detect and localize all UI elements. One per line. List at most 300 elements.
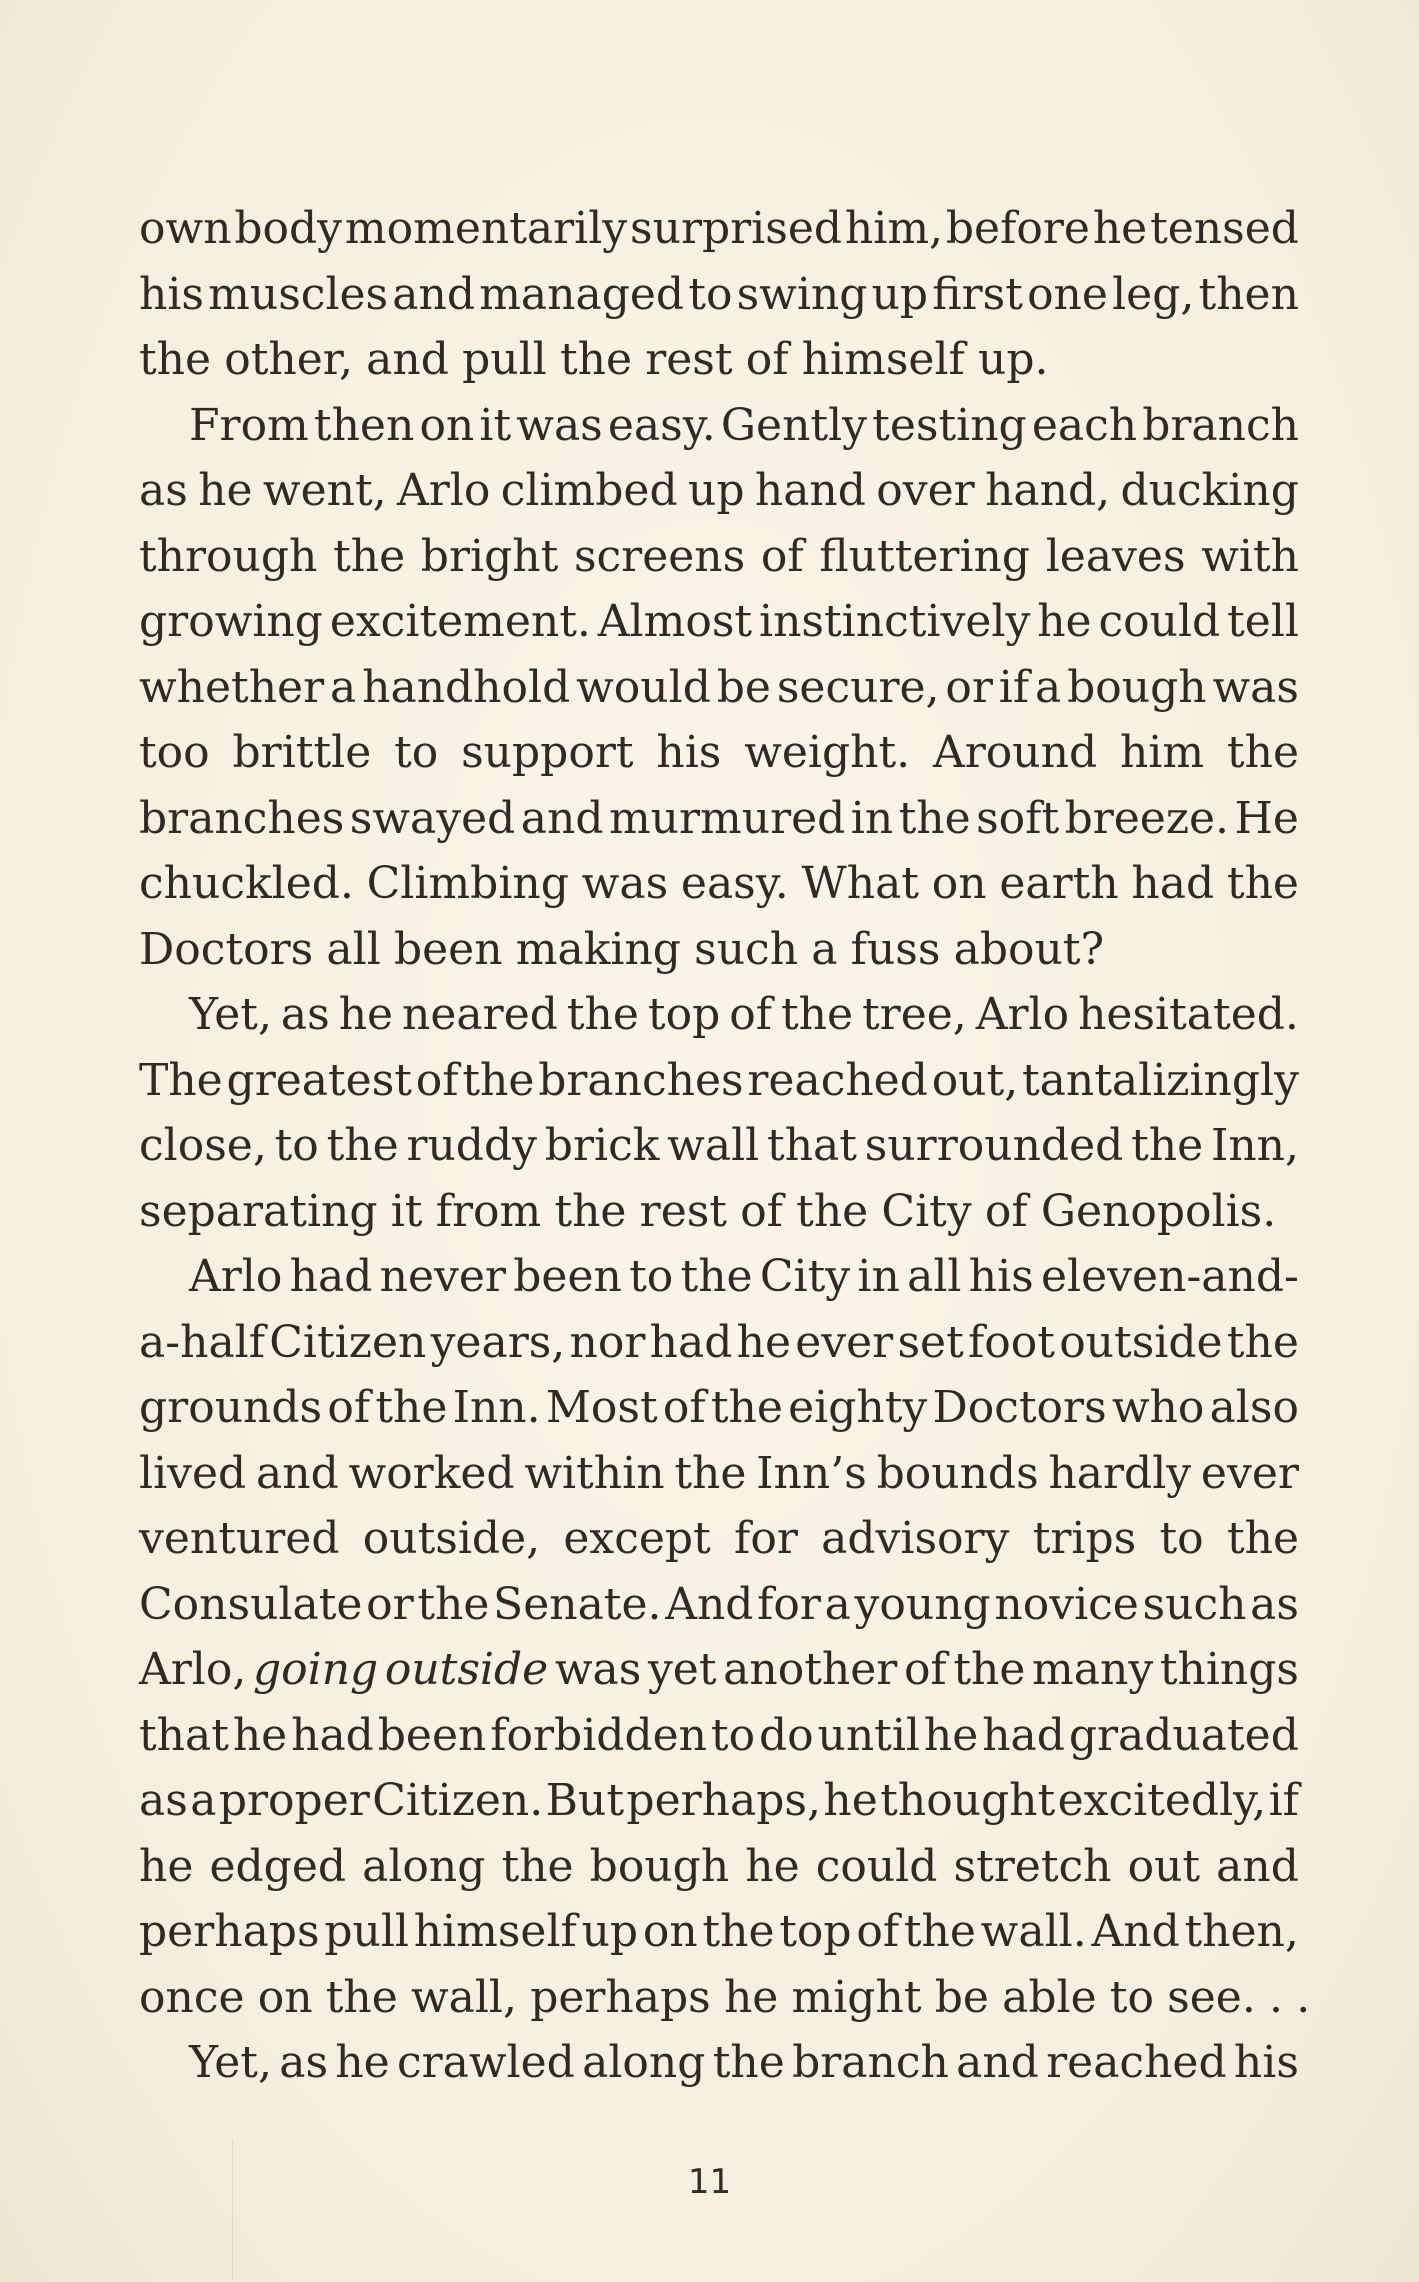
word: But — [545, 1775, 625, 1826]
word: he — [139, 1840, 194, 1892]
word: bough — [589, 1840, 730, 1892]
word: as — [279, 2037, 329, 2088]
word: Arlo, — [139, 1644, 247, 1695]
word: such — [694, 923, 799, 975]
text-line — [139, 655, 1299, 721]
word: momentarily — [344, 203, 628, 254]
word: all — [326, 923, 381, 975]
text-line — [139, 589, 1299, 655]
word: Arlo — [189, 1251, 283, 1302]
word: swing — [736, 268, 868, 320]
word: up — [581, 1906, 639, 1957]
word: murmured — [608, 792, 846, 844]
word: years, — [430, 1316, 566, 1368]
word: pull — [324, 1906, 409, 1957]
word: leaves — [1045, 530, 1186, 582]
word: of — [327, 1382, 371, 1433]
word: a — [190, 1775, 217, 1826]
word: such — [1142, 1578, 1247, 1630]
word: and — [1216, 1840, 1299, 1892]
word: branches — [139, 792, 345, 844]
word: Gently — [720, 399, 868, 451]
word: set — [897, 1316, 964, 1368]
word: the — [1226, 858, 1299, 909]
word: easy. — [680, 858, 789, 909]
word: up — [871, 268, 929, 320]
word: What — [801, 858, 919, 909]
word: greatest — [226, 1054, 412, 1106]
word: of — [745, 334, 789, 385]
word: separating — [139, 1185, 378, 1237]
word: had — [1131, 858, 1215, 909]
text-line — [139, 1834, 1299, 1900]
word: earth — [999, 858, 1119, 909]
word: handhold — [362, 661, 571, 713]
word: the — [680, 1251, 753, 1302]
word: climbed — [500, 465, 678, 516]
word: all — [907, 1251, 962, 1302]
word: from — [435, 1185, 542, 1237]
word: testing — [872, 399, 1027, 451]
word: brittle — [232, 727, 372, 778]
word: the — [325, 1971, 398, 2023]
word: one — [1027, 268, 1108, 320]
word: hand, — [985, 465, 1111, 516]
word: first — [932, 268, 1023, 320]
word: the — [375, 1382, 448, 1433]
word: excitedly, — [1057, 1775, 1267, 1826]
word: was — [581, 858, 669, 909]
word: along — [582, 2037, 706, 2088]
word: that — [139, 1709, 229, 1761]
word: edged — [209, 1840, 347, 1892]
word: once — [139, 1971, 245, 2023]
word: up. — [978, 334, 1049, 385]
word: of — [662, 1382, 706, 1433]
word: the — [559, 334, 633, 385]
word: hand — [754, 465, 866, 516]
word: him — [1119, 727, 1205, 778]
word: of — [856, 1906, 900, 1957]
word: Yet, — [189, 2037, 272, 2088]
word: of — [903, 1644, 947, 1695]
word: a — [811, 923, 838, 975]
page-number: 11 — [687, 2162, 732, 2202]
word: wall. — [980, 1906, 1087, 1957]
word: other, — [224, 334, 353, 385]
word: his — [656, 727, 722, 778]
word: Arlo — [397, 465, 491, 516]
word: a — [824, 1578, 851, 1630]
word: with — [1201, 530, 1299, 582]
word: soft — [976, 792, 1060, 844]
word: fluttering — [819, 530, 1031, 582]
word: the — [566, 989, 639, 1040]
word: was — [516, 399, 603, 451]
word: him, — [844, 203, 944, 254]
word: a — [330, 661, 357, 713]
word: branch — [792, 2037, 949, 2088]
word: his — [139, 268, 204, 320]
word: of — [984, 1185, 1028, 1237]
word: he — [198, 465, 253, 516]
word: or — [366, 1578, 414, 1630]
text-line — [139, 458, 1299, 524]
word: it — [390, 1185, 423, 1237]
text-line — [139, 1244, 1299, 1310]
word: the — [702, 1906, 775, 1957]
word: leg, — [1112, 268, 1195, 320]
word: proper — [218, 1775, 370, 1826]
word: his — [1233, 2037, 1299, 2088]
text-line — [139, 1048, 1299, 1114]
word: able — [1002, 1971, 1097, 2023]
text-line — [139, 1703, 1299, 1769]
word: be — [716, 661, 771, 713]
word: making — [515, 923, 681, 975]
text-line — [139, 1113, 1299, 1179]
word: ruddy — [406, 1120, 537, 1171]
word: chuckled. — [139, 858, 354, 909]
word: top — [779, 1906, 852, 1957]
word: himself — [801, 334, 965, 385]
word: ever — [1200, 1447, 1299, 1499]
text-line — [139, 720, 1299, 786]
text-line — [139, 1899, 1299, 1965]
word: been — [377, 1709, 487, 1761]
word: tell — [1227, 596, 1299, 647]
word: foot — [968, 1316, 1055, 1368]
word: another — [723, 1644, 898, 1695]
text-line — [139, 1637, 1299, 1703]
word: Citizen — [269, 1316, 427, 1368]
word: And — [1091, 1906, 1180, 1957]
word: brick — [544, 1120, 660, 1171]
body-text — [139, 196, 1311, 2096]
word: rest — [645, 334, 733, 385]
word: himself — [413, 1906, 577, 1957]
word: outside — [384, 1644, 549, 1695]
word: could — [815, 1840, 938, 1892]
text-line — [139, 2030, 1299, 2096]
word: bright — [420, 530, 559, 582]
word: the — [953, 1644, 1026, 1695]
text-line — [139, 1506, 1299, 1572]
word: tantalizingly — [1021, 1054, 1299, 1106]
text-line — [139, 851, 1299, 917]
word: except — [563, 1513, 711, 1564]
word: bounds — [876, 1447, 1039, 1499]
word: nor — [569, 1316, 646, 1368]
word: too — [139, 727, 210, 778]
word: own — [139, 203, 232, 254]
word: Inn’s — [756, 1447, 867, 1499]
word: Doctors — [932, 1382, 1107, 1433]
word: surprised — [630, 203, 843, 254]
word: the — [796, 1185, 869, 1237]
word: yet — [647, 1644, 717, 1695]
word: before — [945, 203, 1090, 254]
word: on — [419, 399, 475, 451]
text-line — [139, 1572, 1299, 1638]
text-line — [139, 982, 1299, 1048]
word: reached — [1046, 2037, 1227, 2088]
word: as — [139, 1775, 188, 1826]
word: Senate. — [493, 1578, 662, 1630]
word: and — [392, 268, 476, 320]
word: Inn. — [452, 1382, 541, 1433]
word: could — [1098, 596, 1221, 647]
text-line — [139, 1375, 1299, 1441]
word: then — [313, 399, 415, 451]
word: or — [945, 661, 993, 713]
word: secure, — [776, 661, 940, 713]
word: then — [1198, 268, 1299, 320]
word: rest — [639, 1185, 727, 1237]
word: tree, — [862, 989, 967, 1040]
word: and — [366, 334, 449, 385]
word: the — [326, 1120, 399, 1171]
word: easy. — [607, 399, 716, 451]
word: Yet, — [189, 989, 272, 1040]
word: growing — [139, 596, 323, 647]
word: branch — [1142, 399, 1299, 451]
word: been — [513, 1251, 622, 1302]
word: the — [1226, 1316, 1299, 1368]
word: ever — [795, 1316, 894, 1368]
word: the — [1226, 1513, 1299, 1564]
word: to — [274, 1120, 319, 1171]
word: weight. — [744, 727, 911, 778]
word: fuss — [850, 923, 941, 975]
word: and — [256, 1447, 339, 1499]
text-line — [139, 1965, 1311, 2031]
word: of — [760, 530, 804, 582]
word: within — [524, 1447, 665, 1499]
word: would — [576, 661, 711, 713]
word: Almost — [597, 596, 753, 647]
word: if — [998, 661, 1030, 713]
word: to — [1159, 1513, 1204, 1564]
word: the — [710, 1382, 783, 1433]
word: From — [189, 399, 309, 451]
word: the — [333, 530, 406, 582]
word: ducking — [1120, 465, 1299, 516]
word: wall — [667, 1120, 760, 1171]
word: he — [1092, 203, 1148, 254]
word: if — [1268, 1775, 1299, 1826]
word: was — [554, 1644, 642, 1695]
word: the — [462, 1054, 535, 1106]
word: to — [710, 1709, 756, 1761]
word: on — [931, 858, 987, 909]
word: perhaps — [139, 1906, 320, 1957]
text-line — [139, 196, 1299, 262]
word: eighty — [788, 1382, 928, 1433]
word: outside — [1059, 1316, 1223, 1368]
word: bough — [1067, 661, 1207, 713]
word: thought — [880, 1775, 1056, 1826]
word: muscles — [208, 268, 389, 320]
word: as — [139, 465, 188, 516]
word: ventured — [139, 1513, 340, 1564]
text-line — [139, 393, 1299, 459]
word: going — [252, 1644, 379, 1695]
text-line — [139, 262, 1299, 328]
word: had — [649, 1316, 733, 1368]
word: up — [687, 465, 745, 516]
word: breeze. — [1064, 792, 1230, 844]
word: excitement. — [329, 596, 591, 647]
word: screens — [573, 530, 746, 582]
word: out, — [931, 1054, 1019, 1106]
word: also — [1209, 1382, 1299, 1433]
word: in — [857, 1251, 900, 1302]
word: the — [898, 792, 971, 844]
word: to — [629, 1251, 674, 1302]
word: to — [688, 268, 733, 320]
word: the — [501, 1840, 574, 1892]
word: pull — [462, 334, 547, 385]
word: close, — [139, 1120, 267, 1171]
word: might — [791, 1971, 922, 2023]
word: as — [280, 989, 330, 1040]
word: young — [854, 1578, 991, 1630]
word: graduated — [1068, 1709, 1299, 1761]
word: out — [1127, 1840, 1201, 1892]
text-line — [139, 327, 1299, 393]
word: until — [817, 1709, 921, 1761]
word: had — [982, 1709, 1065, 1761]
word: lived — [139, 1447, 247, 1499]
word: he — [745, 1840, 800, 1892]
word: went, — [262, 465, 387, 516]
word: he — [923, 1709, 979, 1761]
word: novice — [994, 1578, 1139, 1630]
word: branches — [538, 1054, 744, 1106]
word: he — [723, 1971, 779, 2023]
word: top — [647, 989, 721, 1040]
word: neared — [402, 989, 558, 1040]
word: . — [1269, 1971, 1283, 2023]
word: Arlo — [975, 989, 1070, 1040]
word: of — [740, 1185, 783, 1237]
word: Doctors — [139, 923, 314, 975]
word: Around — [932, 727, 1098, 778]
word: surrounded — [864, 1120, 1124, 1171]
word: outside, — [362, 1513, 541, 1564]
text-line — [139, 1179, 1299, 1245]
word: Inn, — [1210, 1120, 1299, 1171]
word: was — [1212, 661, 1299, 713]
word: trips — [1032, 1513, 1137, 1564]
word: never — [379, 1251, 506, 1302]
word: the — [417, 1578, 490, 1630]
word: he — [335, 2037, 390, 2088]
word: perhaps, — [626, 1775, 821, 1826]
word: the — [903, 1906, 976, 1957]
word: a-half — [139, 1316, 266, 1368]
word: it — [479, 399, 512, 451]
word: . — [1296, 1971, 1311, 2023]
word: been — [393, 923, 503, 975]
word: support — [461, 727, 634, 778]
word: grounds — [139, 1382, 323, 1433]
word: his — [968, 1251, 1034, 1302]
word: worked — [348, 1447, 515, 1499]
word: the — [1226, 727, 1299, 778]
word: do — [758, 1709, 814, 1761]
word: the — [674, 1447, 747, 1499]
word: perhaps — [530, 1971, 711, 2023]
word: to — [1109, 1971, 1154, 2023]
word: forbidden — [490, 1709, 707, 1761]
word: he — [823, 1775, 878, 1826]
text-line — [139, 917, 1299, 983]
word: hardly — [1048, 1447, 1192, 1499]
word: he — [232, 1709, 288, 1761]
word: the — [1131, 1120, 1204, 1171]
word: things — [1159, 1644, 1299, 1695]
word: City — [759, 1251, 851, 1302]
text-line — [139, 1310, 1299, 1376]
word: Most — [545, 1382, 658, 1433]
word: the — [554, 1185, 627, 1237]
word: see. — [1167, 1971, 1256, 2023]
word: tensed — [1150, 203, 1299, 254]
word: Climbing — [366, 858, 569, 909]
word: The — [139, 1054, 223, 1106]
word: And — [665, 1578, 754, 1630]
word: and — [956, 2037, 1039, 2088]
word: a — [1035, 661, 1062, 713]
word: through — [139, 530, 318, 582]
text-line — [139, 786, 1299, 852]
word: on — [642, 1906, 698, 1957]
word: managed — [479, 268, 685, 320]
text-line — [139, 524, 1299, 590]
word: stretch — [953, 1840, 1112, 1892]
word: Consulate — [139, 1578, 363, 1630]
word: Citizen. — [372, 1775, 544, 1826]
word: each — [1031, 399, 1138, 451]
word: the — [139, 334, 212, 385]
word: swayed — [349, 792, 516, 844]
page-crease — [232, 2140, 233, 2280]
word: crawled — [396, 2037, 575, 2088]
word: of — [729, 989, 772, 1040]
word: instinctively — [759, 596, 1031, 647]
text-line — [139, 1441, 1299, 1507]
word: over — [876, 465, 975, 516]
word: along — [362, 1840, 486, 1892]
word: on — [257, 1971, 313, 2023]
word: hesitated. — [1078, 989, 1299, 1040]
word: then, — [1184, 1906, 1299, 1957]
word: advisory — [821, 1513, 1010, 1564]
word: who — [1111, 1382, 1205, 1433]
word: for — [734, 1513, 798, 1564]
word: he — [736, 1316, 792, 1368]
word: he — [1037, 596, 1092, 647]
word: and — [520, 792, 604, 844]
text-line — [139, 1768, 1299, 1834]
word: that — [767, 1120, 857, 1171]
word: the — [780, 989, 854, 1040]
word: be — [934, 1971, 989, 2023]
word: wall, — [410, 1971, 517, 2023]
word: to — [394, 727, 439, 778]
